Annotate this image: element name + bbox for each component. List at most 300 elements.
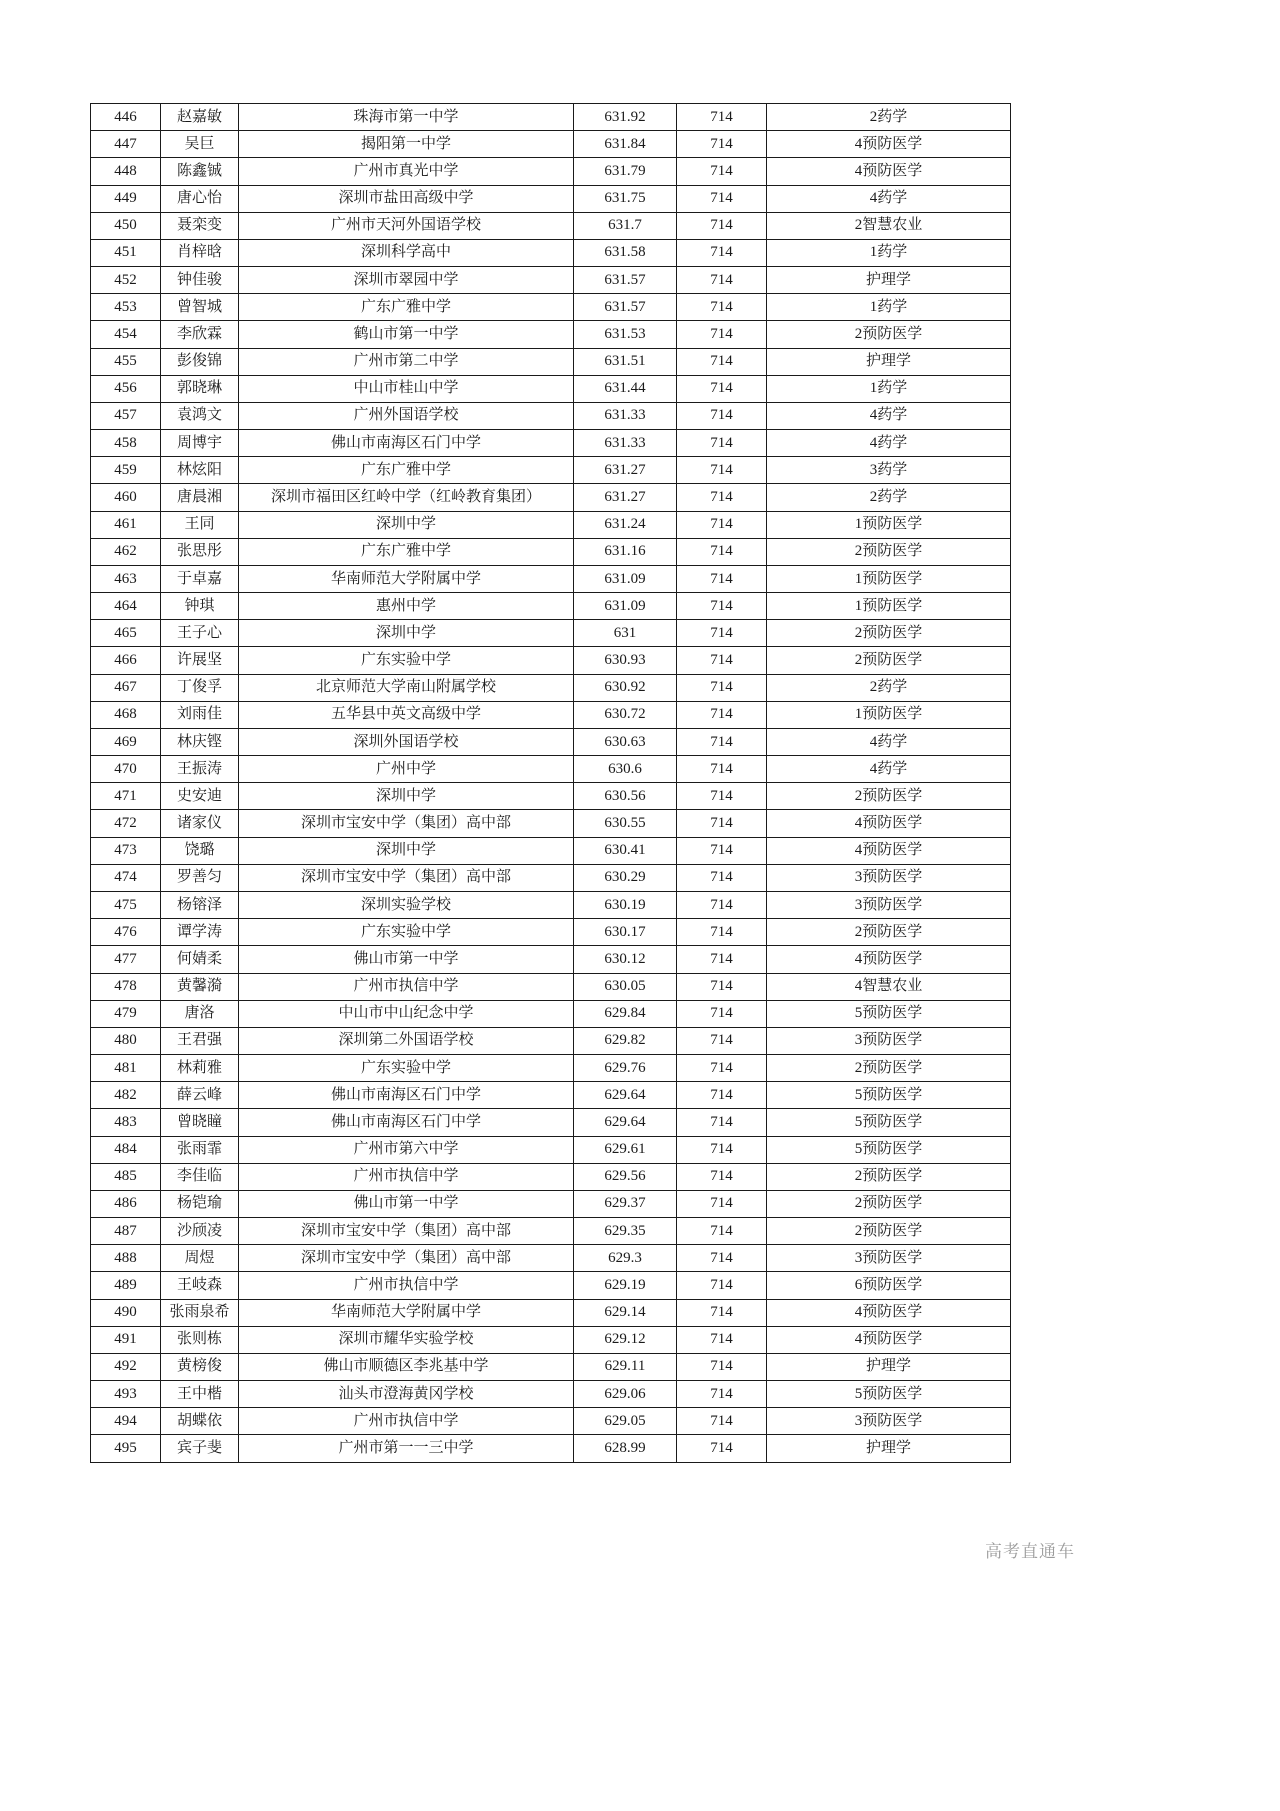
cell-total: 714	[677, 837, 767, 864]
cell-total: 714	[677, 104, 767, 131]
cell-major: 护理学	[767, 1353, 1011, 1380]
cell-school: 广州市第六中学	[239, 1136, 574, 1163]
cell-name: 谭学涛	[161, 919, 239, 946]
cell-rank: 481	[91, 1055, 161, 1082]
cell-total: 714	[677, 538, 767, 565]
cell-school: 广东实验中学	[239, 919, 574, 946]
cell-major: 2预防医学	[767, 919, 1011, 946]
cell-total: 714	[677, 1027, 767, 1054]
cell-name: 饶璐	[161, 837, 239, 864]
table-row	[91, 1326, 1011, 1353]
cell-school: 广州市执信中学	[239, 1163, 574, 1190]
cell-rank: 476	[91, 919, 161, 946]
cell-score: 630.63	[574, 728, 677, 755]
cell-total: 714	[677, 783, 767, 810]
cell-total: 714	[677, 430, 767, 457]
cell-school: 深圳中学	[239, 783, 574, 810]
table-row	[91, 294, 1011, 321]
cell-total: 714	[677, 1000, 767, 1027]
cell-school: 广州外国语学校	[239, 402, 574, 429]
cell-score: 630.6	[574, 756, 677, 783]
cell-school: 佛山市第一中学	[239, 1190, 574, 1217]
cell-rank: 487	[91, 1218, 161, 1245]
cell-score: 630.56	[574, 783, 677, 810]
cell-rank: 467	[91, 674, 161, 701]
cell-rank: 446	[91, 104, 161, 131]
table-row	[91, 810, 1011, 837]
cell-rank: 480	[91, 1027, 161, 1054]
cell-rank: 477	[91, 946, 161, 973]
cell-name: 罗善匀	[161, 864, 239, 891]
table-row	[91, 1218, 1011, 1245]
table-row	[91, 131, 1011, 158]
cell-score: 630.17	[574, 919, 677, 946]
cell-major: 3药学	[767, 457, 1011, 484]
cell-score: 630.19	[574, 891, 677, 918]
cell-major: 2预防医学	[767, 1218, 1011, 1245]
cell-name: 许展坚	[161, 647, 239, 674]
table-row	[91, 837, 1011, 864]
cell-rank: 473	[91, 837, 161, 864]
watermark: 高考直通车	[985, 1542, 1075, 1561]
cell-school: 广州市执信中学	[239, 1272, 574, 1299]
cell-school: 广州市第一一三中学	[239, 1435, 574, 1462]
cell-name: 聂栾变	[161, 212, 239, 239]
table-row	[91, 620, 1011, 647]
cell-total: 714	[677, 267, 767, 294]
cell-major: 2预防医学	[767, 1163, 1011, 1190]
cell-major: 2预防医学	[767, 1190, 1011, 1217]
cell-score: 631	[574, 620, 677, 647]
cell-school: 深圳科学高中	[239, 239, 574, 266]
cell-rank: 474	[91, 864, 161, 891]
cell-school: 北京师范大学南山附属学校	[239, 674, 574, 701]
cell-score: 629.56	[574, 1163, 677, 1190]
cell-rank: 450	[91, 212, 161, 239]
cell-school: 广东广雅中学	[239, 457, 574, 484]
cell-score: 631.51	[574, 348, 677, 375]
cell-major: 5预防医学	[767, 1109, 1011, 1136]
cell-score: 628.99	[574, 1435, 677, 1462]
cell-major: 3预防医学	[767, 891, 1011, 918]
table-row	[91, 267, 1011, 294]
cell-score: 631.75	[574, 185, 677, 212]
cell-score: 629.64	[574, 1109, 677, 1136]
cell-school: 深圳市盐田高级中学	[239, 185, 574, 212]
table-row	[91, 1082, 1011, 1109]
cell-major: 4预防医学	[767, 131, 1011, 158]
table-row	[91, 783, 1011, 810]
cell-total: 714	[677, 321, 767, 348]
cell-total: 714	[677, 1408, 767, 1435]
cell-rank: 486	[91, 1190, 161, 1217]
table-row	[91, 158, 1011, 185]
cell-score: 631.57	[574, 267, 677, 294]
cell-name: 林炫阳	[161, 457, 239, 484]
cell-name: 袁鸿文	[161, 402, 239, 429]
cell-name: 张雨泉希	[161, 1299, 239, 1326]
cell-major: 1预防医学	[767, 701, 1011, 728]
cell-school: 深圳市福田区红岭中学（红岭教育集团）	[239, 484, 574, 511]
cell-school: 深圳中学	[239, 620, 574, 647]
cell-score: 629.3	[574, 1245, 677, 1272]
cell-school: 广州市第二中学	[239, 348, 574, 375]
cell-total: 714	[677, 1163, 767, 1190]
cell-score: 630.41	[574, 837, 677, 864]
cell-school: 揭阳第一中学	[239, 131, 574, 158]
cell-name: 黄榜俊	[161, 1353, 239, 1380]
cell-rank: 469	[91, 728, 161, 755]
cell-school: 广州市执信中学	[239, 973, 574, 1000]
cell-major: 4预防医学	[767, 810, 1011, 837]
cell-rank: 448	[91, 158, 161, 185]
cell-school: 广州市真光中学	[239, 158, 574, 185]
cell-school: 五华县中英文高级中学	[239, 701, 574, 728]
cell-major: 1药学	[767, 375, 1011, 402]
cell-rank: 475	[91, 891, 161, 918]
cell-total: 714	[677, 402, 767, 429]
cell-rank: 458	[91, 430, 161, 457]
cell-school: 深圳市宝安中学（集团）高中部	[239, 810, 574, 837]
cell-name: 陈鑫铖	[161, 158, 239, 185]
cell-total: 714	[677, 946, 767, 973]
table-row	[91, 1000, 1011, 1027]
cell-school: 深圳市翠园中学	[239, 267, 574, 294]
cell-rank: 453	[91, 294, 161, 321]
cell-major: 护理学	[767, 267, 1011, 294]
table-row	[91, 1109, 1011, 1136]
table-row	[91, 185, 1011, 212]
table-row	[91, 1027, 1011, 1054]
cell-name: 杨镕泽	[161, 891, 239, 918]
cell-score: 631.09	[574, 593, 677, 620]
cell-score: 630.92	[574, 674, 677, 701]
cell-total: 714	[677, 565, 767, 592]
cell-total: 714	[677, 348, 767, 375]
cell-name: 张雨霏	[161, 1136, 239, 1163]
cell-major: 2预防医学	[767, 538, 1011, 565]
cell-total: 714	[677, 647, 767, 674]
cell-major: 护理学	[767, 1435, 1011, 1462]
cell-score: 629.05	[574, 1408, 677, 1435]
cell-rank: 483	[91, 1109, 161, 1136]
cell-name: 黄馨漪	[161, 973, 239, 1000]
cell-rank: 470	[91, 756, 161, 783]
cell-name: 沙颀凌	[161, 1218, 239, 1245]
cell-name: 王同	[161, 511, 239, 538]
cell-total: 714	[677, 593, 767, 620]
cell-name: 彭俊锦	[161, 348, 239, 375]
cell-score: 631.79	[574, 158, 677, 185]
cell-rank: 464	[91, 593, 161, 620]
cell-score: 631.09	[574, 565, 677, 592]
table-row	[91, 1136, 1011, 1163]
table-row	[91, 104, 1011, 131]
cell-total: 714	[677, 1299, 767, 1326]
cell-school: 深圳市宝安中学（集团）高中部	[239, 1218, 574, 1245]
table-row	[91, 674, 1011, 701]
cell-name: 王中楷	[161, 1381, 239, 1408]
cell-name: 曾晓瞳	[161, 1109, 239, 1136]
table-row	[91, 1190, 1011, 1217]
cell-score: 629.84	[574, 1000, 677, 1027]
cell-total: 714	[677, 919, 767, 946]
cell-score: 629.82	[574, 1027, 677, 1054]
cell-school: 汕头市澄海黄冈学校	[239, 1381, 574, 1408]
cell-total: 714	[677, 1245, 767, 1272]
cell-rank: 485	[91, 1163, 161, 1190]
cell-total: 714	[677, 701, 767, 728]
cell-school: 深圳市耀华实验学校	[239, 1326, 574, 1353]
table-row	[91, 864, 1011, 891]
table-row	[91, 348, 1011, 375]
cell-total: 714	[677, 973, 767, 1000]
cell-major: 2智慧农业	[767, 212, 1011, 239]
cell-school: 广州中学	[239, 756, 574, 783]
cell-rank: 490	[91, 1299, 161, 1326]
cell-score: 629.64	[574, 1082, 677, 1109]
table-row	[91, 511, 1011, 538]
cell-major: 5预防医学	[767, 1136, 1011, 1163]
cell-school: 华南师范大学附属中学	[239, 565, 574, 592]
cell-total: 714	[677, 158, 767, 185]
cell-school: 中山市桂山中学	[239, 375, 574, 402]
cell-score: 629.37	[574, 1190, 677, 1217]
cell-score: 631.16	[574, 538, 677, 565]
cell-rank: 454	[91, 321, 161, 348]
cell-major: 5预防医学	[767, 1381, 1011, 1408]
cell-major: 3预防医学	[767, 1408, 1011, 1435]
table-row	[91, 891, 1011, 918]
cell-school: 珠海市第一中学	[239, 104, 574, 131]
cell-major: 1预防医学	[767, 511, 1011, 538]
table-row	[91, 538, 1011, 565]
table-row	[91, 946, 1011, 973]
cell-rank: 484	[91, 1136, 161, 1163]
cell-score: 631.84	[574, 131, 677, 158]
cell-rank: 495	[91, 1435, 161, 1462]
cell-rank: 492	[91, 1353, 161, 1380]
cell-major: 2预防医学	[767, 321, 1011, 348]
cell-score: 631.33	[574, 402, 677, 429]
cell-name: 钟佳骏	[161, 267, 239, 294]
cell-name: 肖梓晗	[161, 239, 239, 266]
cell-major: 2药学	[767, 484, 1011, 511]
cell-name: 张则栋	[161, 1326, 239, 1353]
cell-school: 广东实验中学	[239, 647, 574, 674]
cell-name: 钟琪	[161, 593, 239, 620]
cell-score: 631.24	[574, 511, 677, 538]
cell-score: 629.35	[574, 1218, 677, 1245]
cell-major: 5预防医学	[767, 1000, 1011, 1027]
table-row	[91, 430, 1011, 457]
cell-total: 714	[677, 131, 767, 158]
cell-major: 4预防医学	[767, 837, 1011, 864]
cell-name: 于卓嘉	[161, 565, 239, 592]
table-row	[91, 1408, 1011, 1435]
cell-rank: 479	[91, 1000, 161, 1027]
cell-total: 714	[677, 1055, 767, 1082]
cell-score: 629.76	[574, 1055, 677, 1082]
table-row	[91, 593, 1011, 620]
table-row	[91, 701, 1011, 728]
cell-total: 714	[677, 756, 767, 783]
cell-name: 赵嘉敏	[161, 104, 239, 131]
cell-total: 714	[677, 1272, 767, 1299]
cell-score: 630.72	[574, 701, 677, 728]
cell-rank: 493	[91, 1381, 161, 1408]
table-row	[91, 457, 1011, 484]
cell-rank: 456	[91, 375, 161, 402]
cell-total: 714	[677, 810, 767, 837]
cell-major: 4预防医学	[767, 1299, 1011, 1326]
cell-total: 714	[677, 1190, 767, 1217]
cell-school: 深圳外国语学校	[239, 728, 574, 755]
table-row	[91, 756, 1011, 783]
cell-total: 714	[677, 239, 767, 266]
cell-school: 中山市中山纪念中学	[239, 1000, 574, 1027]
cell-name: 诸家仪	[161, 810, 239, 837]
table-row	[91, 728, 1011, 755]
table-row	[91, 919, 1011, 946]
cell-score: 631.92	[574, 104, 677, 131]
cell-rank: 471	[91, 783, 161, 810]
cell-name: 唐洛	[161, 1000, 239, 1027]
cell-rank: 482	[91, 1082, 161, 1109]
cell-rank: 460	[91, 484, 161, 511]
cell-school: 深圳第二外国语学校	[239, 1027, 574, 1054]
table-row	[91, 1299, 1011, 1326]
table-row	[91, 973, 1011, 1000]
cell-school: 深圳实验学校	[239, 891, 574, 918]
cell-score: 630.12	[574, 946, 677, 973]
cell-school: 广东广雅中学	[239, 538, 574, 565]
cell-score: 631.27	[574, 484, 677, 511]
cell-rank: 455	[91, 348, 161, 375]
cell-major: 护理学	[767, 348, 1011, 375]
cell-rank: 449	[91, 185, 161, 212]
table-row	[91, 375, 1011, 402]
cell-major: 2预防医学	[767, 783, 1011, 810]
cell-major: 4药学	[767, 185, 1011, 212]
cell-major: 4药学	[767, 402, 1011, 429]
cell-major: 2药学	[767, 104, 1011, 131]
cell-name: 薛云峰	[161, 1082, 239, 1109]
cell-total: 714	[677, 1326, 767, 1353]
table-row	[91, 1163, 1011, 1190]
cell-total: 714	[677, 864, 767, 891]
cell-score: 629.14	[574, 1299, 677, 1326]
cell-total: 714	[677, 728, 767, 755]
cell-name: 唐心怡	[161, 185, 239, 212]
cell-score: 629.12	[574, 1326, 677, 1353]
cell-total: 714	[677, 1381, 767, 1408]
cell-name: 丁俊孚	[161, 674, 239, 701]
cell-rank: 447	[91, 131, 161, 158]
cell-total: 714	[677, 1082, 767, 1109]
cell-rank: 472	[91, 810, 161, 837]
cell-rank: 451	[91, 239, 161, 266]
cell-school: 广州市天河外国语学校	[239, 212, 574, 239]
table-row	[91, 484, 1011, 511]
cell-rank: 488	[91, 1245, 161, 1272]
cell-rank: 468	[91, 701, 161, 728]
cell-rank: 494	[91, 1408, 161, 1435]
cell-name: 何婧柔	[161, 946, 239, 973]
cell-major: 1预防医学	[767, 593, 1011, 620]
cell-total: 714	[677, 457, 767, 484]
cell-rank: 489	[91, 1272, 161, 1299]
cell-name: 周煜	[161, 1245, 239, 1272]
cell-rank: 452	[91, 267, 161, 294]
cell-total: 714	[677, 1136, 767, 1163]
cell-score: 630.55	[574, 810, 677, 837]
ranking-table-body	[91, 104, 1011, 1463]
cell-total: 714	[677, 212, 767, 239]
cell-name: 林庆铿	[161, 728, 239, 755]
cell-rank: 466	[91, 647, 161, 674]
cell-school: 佛山市南海区石门中学	[239, 1109, 574, 1136]
cell-major: 4药学	[767, 430, 1011, 457]
cell-score: 629.11	[574, 1353, 677, 1380]
cell-total: 714	[677, 1435, 767, 1462]
cell-score: 630.05	[574, 973, 677, 1000]
cell-total: 714	[677, 1218, 767, 1245]
cell-total: 714	[677, 294, 767, 321]
cell-total: 714	[677, 674, 767, 701]
cell-school: 鹤山市第一中学	[239, 321, 574, 348]
cell-school: 深圳中学	[239, 511, 574, 538]
cell-school: 深圳市宝安中学（集团）高中部	[239, 1245, 574, 1272]
cell-major: 2预防医学	[767, 620, 1011, 647]
cell-major: 3预防医学	[767, 1245, 1011, 1272]
table-row	[91, 647, 1011, 674]
cell-total: 714	[677, 1109, 767, 1136]
cell-school: 广州市执信中学	[239, 1408, 574, 1435]
cell-major: 2预防医学	[767, 647, 1011, 674]
table-row	[91, 321, 1011, 348]
cell-rank: 465	[91, 620, 161, 647]
cell-rank: 461	[91, 511, 161, 538]
table-row	[91, 1435, 1011, 1462]
table-row	[91, 1353, 1011, 1380]
cell-name: 王子心	[161, 620, 239, 647]
cell-rank: 463	[91, 565, 161, 592]
cell-major: 4预防医学	[767, 1326, 1011, 1353]
cell-school: 佛山市南海区石门中学	[239, 1082, 574, 1109]
cell-score: 630.29	[574, 864, 677, 891]
cell-major: 4药学	[767, 728, 1011, 755]
cell-name: 李佳临	[161, 1163, 239, 1190]
cell-school: 佛山市顺德区李兆基中学	[239, 1353, 574, 1380]
table-row	[91, 1381, 1011, 1408]
table-row	[91, 239, 1011, 266]
cell-name: 曾智城	[161, 294, 239, 321]
cell-score: 629.61	[574, 1136, 677, 1163]
cell-score: 631.7	[574, 212, 677, 239]
ranking-table	[90, 103, 1011, 1463]
cell-total: 714	[677, 1353, 767, 1380]
cell-major: 2预防医学	[767, 1055, 1011, 1082]
cell-name: 周博宇	[161, 430, 239, 457]
cell-name: 胡蝶依	[161, 1408, 239, 1435]
table-row	[91, 402, 1011, 429]
cell-rank: 459	[91, 457, 161, 484]
cell-name: 吴巨	[161, 131, 239, 158]
cell-name: 郭晓琳	[161, 375, 239, 402]
table-row	[91, 1272, 1011, 1299]
cell-name: 史安迪	[161, 783, 239, 810]
